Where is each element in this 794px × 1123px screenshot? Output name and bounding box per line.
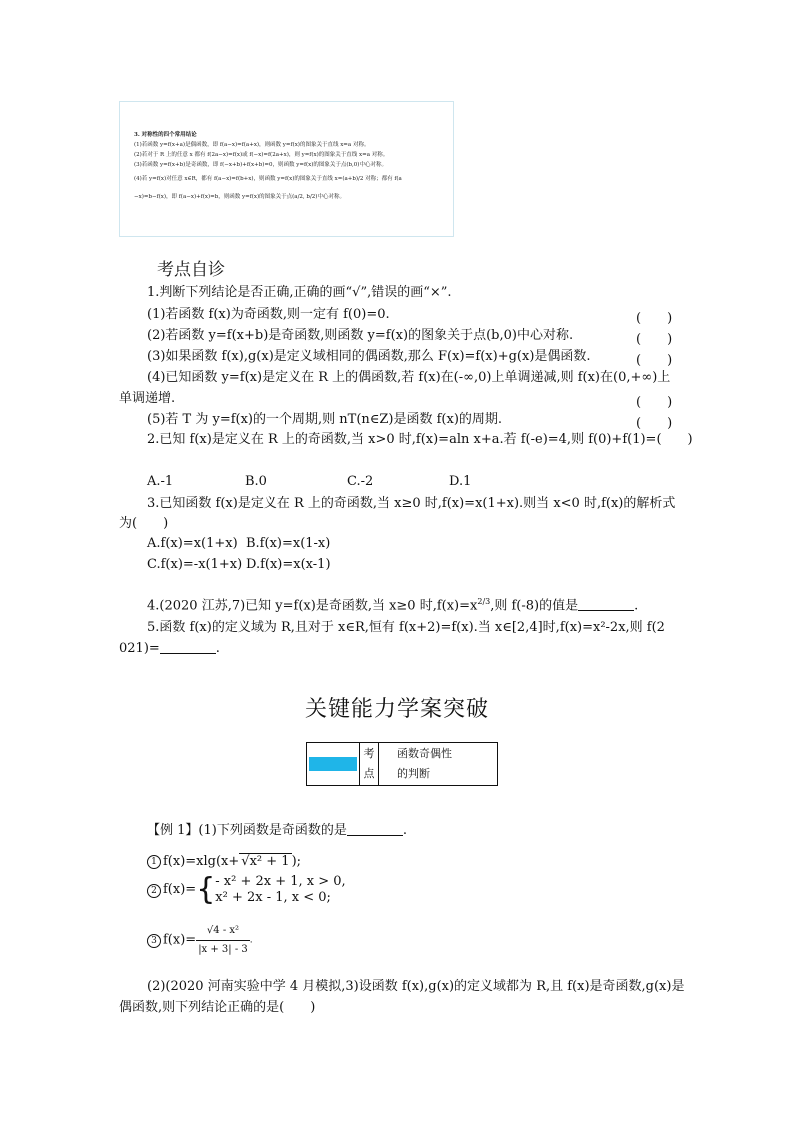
box-line-4: (4)若 y=f(x)对任意 x∈R，都有 f(a−x)=f(b+x)，则函数 y=f(x)的图象关于直线 x=(a+b)/2 对称；都有 f(a xyxy=(134,176,402,182)
q2-option-c[interactable]: C.-2 xyxy=(347,474,374,489)
q2-stem: 2.已知 f(x)是定义在 R 上的奇函数,当 x>0 时,f(x)=aln x+a.若 f(-e)=4,则 f(0)+f(1)=( ) xyxy=(147,432,693,447)
box-heading: 3. 对称性的四个常用结论 xyxy=(134,132,197,138)
f3-denominator: |x + 3| - 3 xyxy=(198,944,248,955)
example1-stem xyxy=(147,822,407,840)
q1-item-3: (3)如果函数 f(x),g(x)是定义域相同的偶函数,那么 F(x)=f(x)+g(x)是偶函数. xyxy=(147,349,591,364)
example1-f3 xyxy=(147,922,253,955)
q3-option-d[interactable]: D.f(x)=x(x-1) xyxy=(246,557,331,572)
example1-part2-line1: (2)(2020 河南实验中学 4 月模拟,3)设函数 f(x),g(x)的定义域都为 R,且 f(x)是奇函数,g(x)是 xyxy=(147,979,685,994)
q4-answer-blank[interactable] xyxy=(578,598,634,611)
q2-option-a[interactable]: A.-1 xyxy=(147,474,174,489)
q1-answer-paren-1[interactable]: ( ) xyxy=(636,311,673,326)
q1-answer-paren-2[interactable]: ( ) xyxy=(636,332,673,347)
kaodian-title-1: 函数奇偶性 xyxy=(397,747,452,760)
q1-stem: 1.判断下列结论是否正确,正确的画“√”,错误的画“×”. xyxy=(147,285,452,300)
box-line-1: (1)若函数 y=f(x+a)是偶函数，即 f(a−x)=f(a+x)，则函数 y=f(x)的图象关于直线 x=a 对称。 xyxy=(134,142,370,148)
q4-end: . xyxy=(634,598,639,614)
box-line-2: (2)若对于 R 上的任意 x 都有 f(2a−x)=f(x)或 f(−x)=f(2a+x)，则 y=f(x)的图象关于直线 x=a 对称。 xyxy=(134,152,389,158)
box-line-3: (3)若函数 y=f(x+b)是奇函数，即 f(−x+b)+f(x+b)=0，则函数 y=f(x)的图象关于点(b,0)中心对称。 xyxy=(134,162,387,168)
q4-exponent: 2/3 xyxy=(477,597,491,606)
q3-stem-cont: 为( ) xyxy=(119,516,169,531)
q4-stem-a: 4.(2020 江苏,7)已知 y=f(x)是奇函数,当 x≥0 时,f(x)=x xyxy=(147,598,478,614)
f3-text: f(x)= xyxy=(163,932,197,948)
example1-answer-blank[interactable] xyxy=(347,823,403,836)
circled-number-3: 3 xyxy=(147,934,161,948)
q3-option-b[interactable]: B.f(x)=x(1-x) xyxy=(246,536,331,551)
example1-part2-line2: 偶函数,则下列结论正确的是( ) xyxy=(119,1000,316,1015)
q4-stem xyxy=(147,593,638,615)
f1-sqrt-content: x² + 1 xyxy=(249,854,290,869)
q1-item-1: (1)若函数 f(x)为奇函数,则一定有 f(0)=0. xyxy=(147,307,390,322)
q3-option-a[interactable]: A.f(x)=x(1+x) xyxy=(147,536,238,551)
kaodian-label-2: 点 xyxy=(363,767,375,780)
main-title: 关键能力学案突破 xyxy=(304,697,489,722)
q3-option-c[interactable]: C.f(x)=-x(1+x) xyxy=(147,557,243,572)
kaodian-title-cell xyxy=(379,743,498,786)
kaodian-accent-cell xyxy=(307,743,360,786)
q1-answer-paren-5[interactable]: ( ) xyxy=(636,416,673,431)
q1-item-4-cont: 单调递增. xyxy=(119,391,176,406)
q5-line-2-text: 021)= xyxy=(119,641,160,656)
kaodian-label-cell xyxy=(360,743,379,786)
q5-end: . xyxy=(215,641,220,656)
section-heading: 考点自诊 xyxy=(157,260,225,280)
q1-item-2: (2)若函数 y=f(x+b)是奇函数,则函数 y=f(x)的图象关于点(b,0)中心对称. xyxy=(147,328,574,343)
f2-case-1: - x² + 2x + 1, x > 0, xyxy=(215,874,346,889)
f3-end: . xyxy=(249,935,253,946)
example1-f2 xyxy=(147,874,346,910)
example1-stem-text: 【例 1】(1)下列函数是奇函数的是 xyxy=(147,823,347,838)
box-line-5: −x)=b−f(x)，即 f(a−x)+f(x)=b，则函数 y=f(x)的图象关于点(a/2, b/2)中心对称。 xyxy=(134,194,345,200)
f2-text: f(x)= xyxy=(163,882,197,897)
f2-cases xyxy=(215,874,345,906)
f1-end: ); xyxy=(291,854,302,869)
f3-numerator: √4 - x² xyxy=(196,922,250,941)
f3-fraction xyxy=(196,922,250,959)
q1-answer-paren-4[interactable]: ( ) xyxy=(636,395,673,410)
knowledge-summary-box xyxy=(119,101,454,237)
example1-f1 xyxy=(147,853,301,871)
kaodian-label-1: 考 xyxy=(363,747,375,760)
f2-brace: { xyxy=(196,872,216,907)
f2-case-2: x² + 2x - 1, x < 0; xyxy=(215,890,331,905)
circled-number-1: 1 xyxy=(147,855,161,869)
q2-option-b[interactable]: B.0 xyxy=(245,474,267,489)
kaodian-accent-bar xyxy=(309,757,357,771)
q1-item-4: (4)已知函数 y=f(x)是定义在 R 上的偶函数,若 f(x)在(-∞,0)上单调递减,则 f(x)在(0,+∞)上 xyxy=(147,370,671,385)
q3-stem: 3.已知函数 f(x)是定义在 R 上的奇函数,当 x≥0 时,f(x)=x(1+x).则当 x<0 时,f(x)的解析式 xyxy=(147,496,676,511)
q5-line-2 xyxy=(119,640,220,658)
kaodian-table xyxy=(306,742,498,786)
q5-line-1: 5.函数 f(x)的定义域为 R,且对于 x∈R,恒有 f(x+2)=f(x).当 x∈[2,4]时,f(x)=x²-2x,则 f(2 xyxy=(147,620,665,635)
f1-text: f(x)=xlg(x+ xyxy=(163,854,240,869)
f1-sqrt: √x² + 1 xyxy=(241,854,290,869)
q1-item-5: (5)若 T 为 y=f(x)的一个周期,则 nT(n∈Z)是函数 f(x)的周期. xyxy=(147,412,503,427)
kaodian-title-2: 的判断 xyxy=(397,767,430,780)
q2-option-d[interactable]: D.1 xyxy=(449,474,472,489)
q1-answer-paren-3[interactable]: ( ) xyxy=(636,353,673,368)
circled-number-2: 2 xyxy=(147,884,161,898)
q5-answer-blank[interactable] xyxy=(160,641,216,654)
q4-stem-b: ,则 f(-8)的值是 xyxy=(490,598,579,614)
example1-end: . xyxy=(402,823,407,838)
